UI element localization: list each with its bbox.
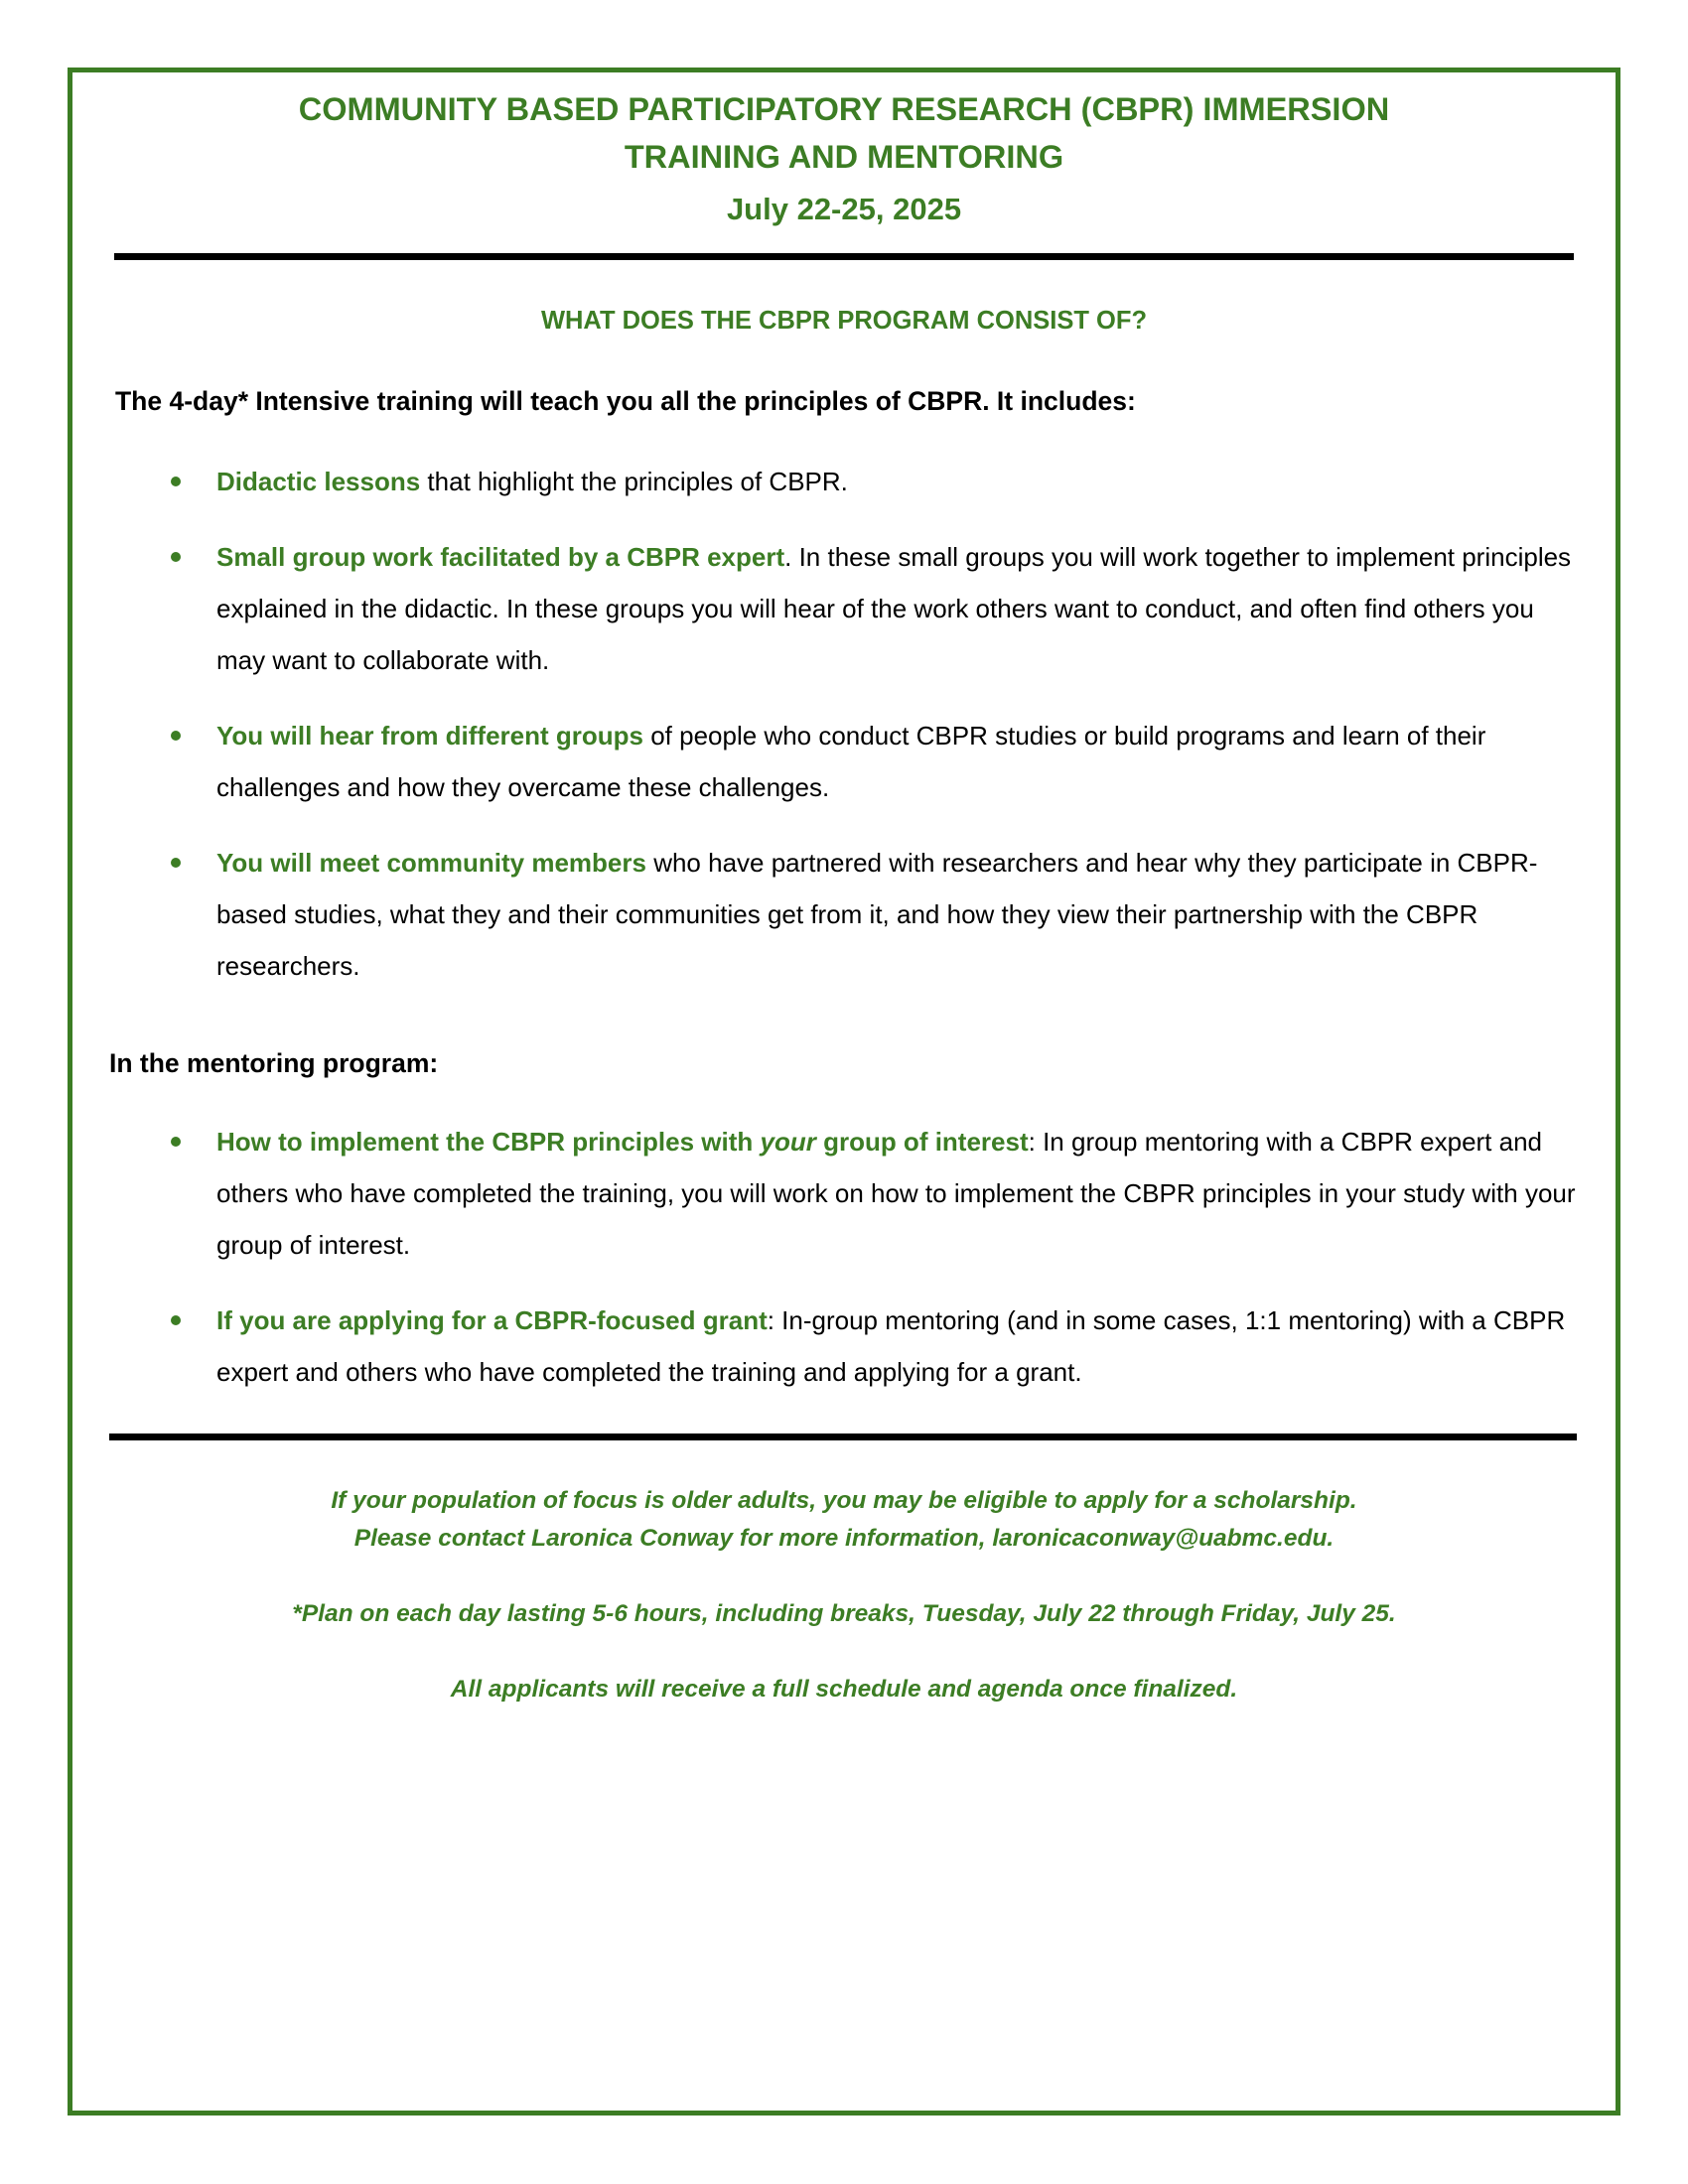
bullet-highlight-a: If you are applying for a CBPR-focused grant xyxy=(216,1305,768,1335)
document-content xyxy=(109,68,1579,1708)
mentoring-subheading: In the mentoring program: xyxy=(109,1048,439,1078)
bullet-highlight: Didactic lessons xyxy=(216,467,421,496)
event-date: July 22-25, 2025 xyxy=(726,192,962,226)
bullet-highlight: Small group work facilitated by a CBPR expert xyxy=(216,542,785,572)
list-item xyxy=(109,456,1579,507)
bullet-dot-icon xyxy=(171,1315,181,1325)
bullet-body: who have partnered with researchers and hear why they participate in CBPR-based studies, what they and their communities get from it, and how they view their partnership with the CBPR researchers. xyxy=(216,848,1538,981)
title-line-2: TRAINING AND MENTORING xyxy=(624,139,1064,175)
bullet-dot-icon xyxy=(171,552,181,562)
bullet-body: of people who conduct CBPR studies or build programs and learn of their challenges and how they overcame these challenges. xyxy=(216,721,1486,802)
list-item xyxy=(109,531,1579,686)
lead-paragraph: The 4-day* Intensive training will teach you all the principles of CBPR. It includes: xyxy=(115,386,1136,416)
bullet-text xyxy=(216,710,1579,813)
bullet-dot-icon xyxy=(171,858,181,868)
header-divider xyxy=(114,253,1574,260)
scholarship-line-1: If your population of focus is older adults, you may be eligible to apply for a scholarship. xyxy=(331,1487,1357,1514)
scholarship-line-2: Please contact Laronica Conway for more information, laronicaconway@uabmc.edu. xyxy=(353,1525,1335,1552)
bullet-text xyxy=(216,1295,1579,1398)
plan-note: *Plan on each day lasting 5-6 hours, including breaks, Tuesday, July 22 through Friday, July 25. xyxy=(292,1600,1396,1627)
bullet-text xyxy=(216,1116,1579,1271)
bullet-dot-icon xyxy=(171,1137,181,1147)
bullet-highlight-a: How to implement the CBPR principles with xyxy=(216,1127,761,1157)
mentoring-bullet-list xyxy=(109,1116,1579,1398)
bullet-text xyxy=(216,531,1579,686)
list-item xyxy=(109,710,1579,813)
schedule-note: All applicants will receive a full schedule and agenda once finalized. xyxy=(450,1676,1238,1703)
footer-divider xyxy=(109,1433,1577,1440)
bullet-body: . In these small groups you will work together to implement principles explained in the didactic. In these groups you will hear of the work others want to conduct, and often find others you may want to collaborate with. xyxy=(216,542,1572,675)
bullet-highlight-italic: your xyxy=(760,1127,816,1157)
bullet-text xyxy=(216,456,1579,507)
section-heading: WHAT DOES THE CBPR PROGRAM CONSIST OF? xyxy=(540,307,1148,335)
bullet-body: that highlight the principles of CBPR. xyxy=(420,467,848,496)
bullet-body: : In group mentoring with a CBPR expert and others who have completed the training, you will work on how to implement the CBPR principles in your study with your group of interest. xyxy=(216,1127,1576,1260)
list-item xyxy=(109,1116,1579,1271)
bullet-highlight: You will hear from different groups xyxy=(216,721,643,751)
document-header xyxy=(109,68,1579,233)
scholarship-note xyxy=(109,1482,1579,1558)
list-item xyxy=(109,1295,1579,1398)
bullet-highlight-b: group of interest xyxy=(815,1127,1029,1157)
bullet-dot-icon xyxy=(171,477,181,486)
bullet-text xyxy=(216,837,1579,992)
list-item xyxy=(109,837,1579,992)
bullet-highlight: You will meet community members xyxy=(216,848,646,878)
bullet-body: : In-group mentoring (and in some cases, 1:1 mentoring) with a CBPR expert and others who have completed the training and applying for a grant. xyxy=(216,1305,1566,1387)
training-bullet-list xyxy=(109,456,1579,992)
title-line-1: COMMUNITY BASED PARTICIPATORY RESEARCH (CBPR) IMMERSION xyxy=(298,91,1390,127)
bullet-dot-icon xyxy=(171,731,181,741)
